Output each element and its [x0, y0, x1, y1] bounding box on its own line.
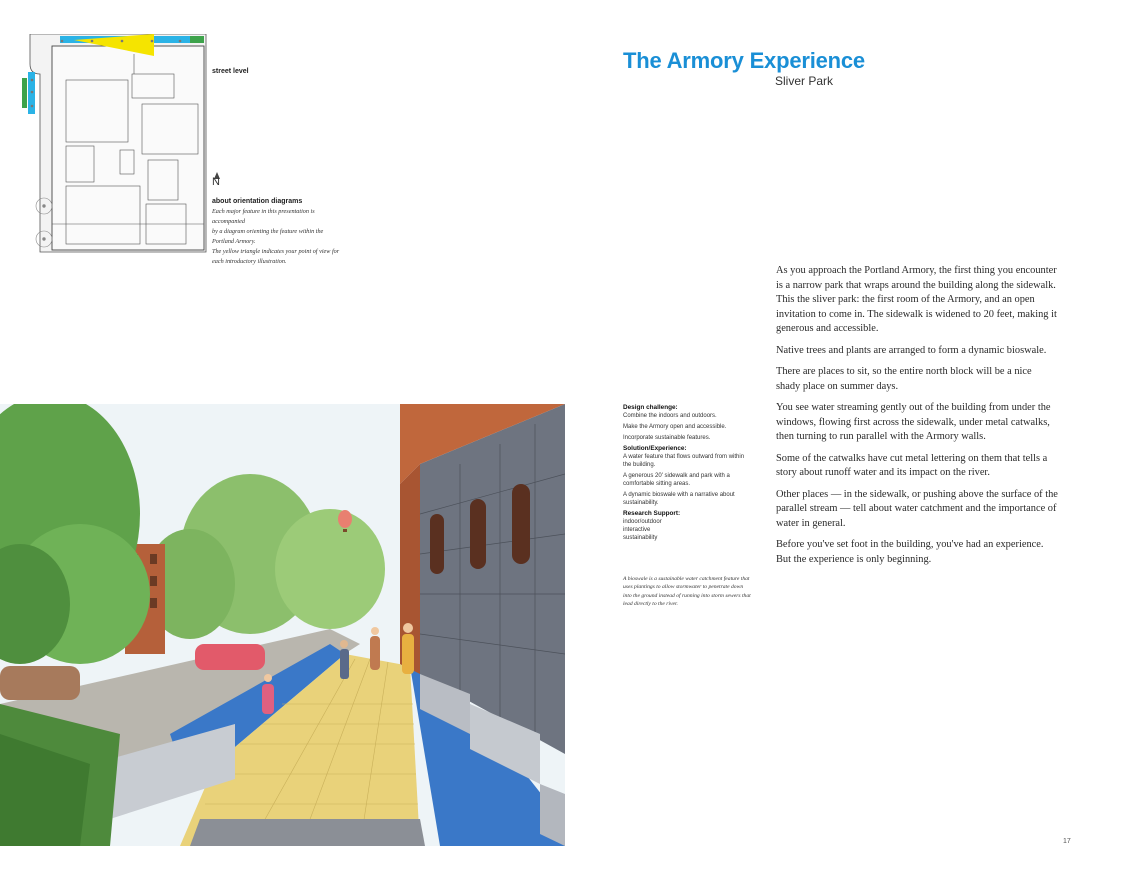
body-paragraph: Some of the catwalks have cut metal lettering on them that tells a story about runoff water and its impact on the river.: [776, 452, 1048, 479]
design-challenge-item: Combine the indoors and outdoors.: [623, 413, 717, 420]
street-level-label: street level: [212, 68, 249, 75]
plan-planting-strip: [190, 36, 204, 43]
body-text: [776, 264, 1058, 574]
bioswale-caption: A bioswale is a sustainable water catchment feature that uses plantings to allow stormwater to penetrate down into the ground instead of running into storm sewers that lead directly to the river.: [623, 576, 751, 608]
body-paragraph: Before you've set foot in the building, you've had an experience. But the experience is only beginning.: [776, 539, 1044, 565]
solution-item: A dynamic bioswale with a narrative about sustainability.: [623, 491, 735, 506]
design-challenge-item: Make the Armory open and accessible.: [623, 424, 727, 430]
research-heading: Research Support:: [623, 509, 681, 517]
orientation-line: The yellow triangle indicates your point of view for: [212, 248, 340, 255]
floor-plan-diagram: [22, 34, 210, 254]
body-paragraph: There are places to sit, so the entire north block will be a nice shady place on summer days.: [776, 366, 1032, 392]
metal-catwalk: [190, 819, 425, 846]
design-challenge-item: Incorporate sustainable features.: [623, 434, 711, 441]
body-paragraph: As you approach the Portland Armory, the first thing you encounter is a narrow park that wraps around the building along the sidewalk. This the sliver park: the first room of the Armory, and an open invitation to come in. The sidewalk is widened to 20 feet, making it generous and accessible.: [776, 265, 1057, 335]
north-label: N: [212, 176, 220, 188]
orientation-line: Each major feature in this presentation is accompanied: [212, 208, 315, 225]
sliver-park-illustration: [0, 404, 565, 846]
solution-item: A water feature that flows outward from within the building.: [623, 453, 745, 468]
research-item: interactive: [623, 527, 651, 534]
orientation-description: [212, 207, 347, 267]
research-item: sustainability: [623, 535, 658, 542]
body-paragraph: Native trees and plants are arranged to form a dynamic bioswale.: [776, 344, 1047, 356]
design-sidebar: [623, 404, 751, 543]
page-number: 17: [1063, 838, 1071, 845]
research-item: indoor/outdoor: [623, 519, 662, 525]
orientation-line: each introductory illustration.: [212, 258, 287, 265]
orientation-heading: about orientation diagrams: [212, 198, 303, 205]
solution-item: A generous 20' sidewalk and park with a comfortable sitting areas.: [623, 472, 730, 487]
plan-planting-left: [22, 78, 27, 108]
orientation-line: Portland Armory.: [212, 238, 256, 245]
orientation-line: by a diagram orienting the feature within the: [212, 228, 324, 235]
page-subtitle: Sliver Park: [775, 74, 834, 88]
body-paragraph: You see water streaming gently out of the building from under the windows, flowing first across the sidewalk, under metal catwalks, then turning to run parallel with the Armory walls.: [776, 402, 1051, 443]
plan-building: [52, 46, 204, 250]
body-paragraph: Other places — in the sidewalk, or pushing above the surface of the parallel stream — tell about water catchment and the importance of water in general.: [776, 488, 1058, 529]
solution-heading: Solution/Experience:: [623, 444, 687, 452]
design-challenge-heading: Design challenge:: [623, 404, 678, 411]
page-title: The Armory Experience: [623, 48, 865, 73]
